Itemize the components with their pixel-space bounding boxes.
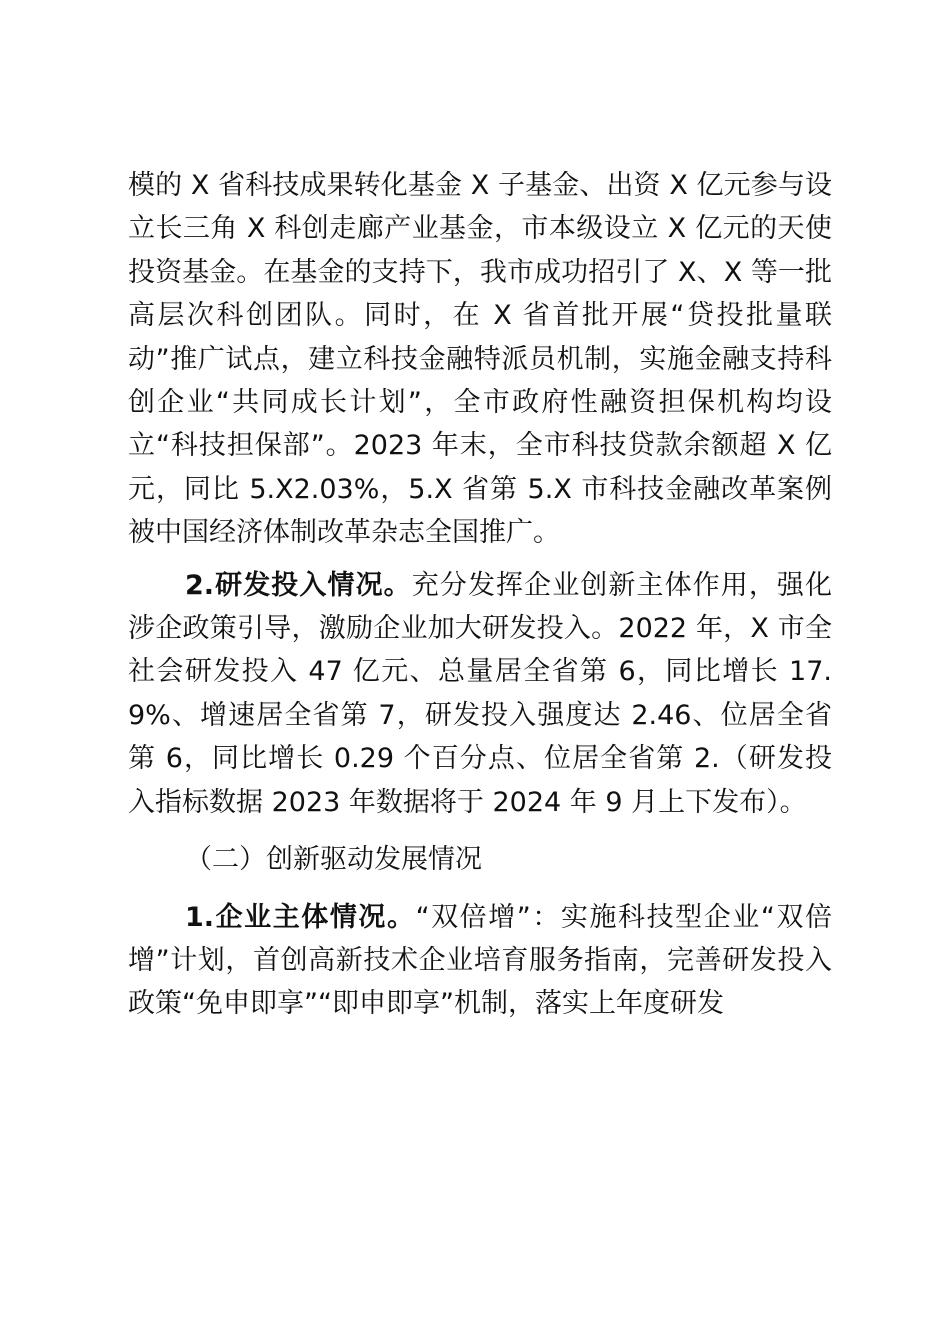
section-title-enterprise: 1.企业主体情况。 (185, 901, 416, 933)
section-body-enterprise: “双倍增”：实施科技型企业“双倍增”计划，首创高新技术企业培育服务指南，完善研发投入政策“免申即享”“即申即享”机制，落实上年度研发 (128, 901, 832, 1020)
paragraph-rd-investment (128, 564, 832, 824)
paragraph-enterprise (128, 896, 832, 1026)
section-title-rd: 2.研发投入情况。 (185, 569, 412, 601)
section-body-rd: 充分发挥企业创新主体作用，强化涉企政策引导，激励企业加大研发投入。2022 年，X 市全社会研发投入 47 亿元、总量居全省第 6，同比增长 17.9%、增速居全省第 7，研发投入强度达 2.46、位居全省第 6，同比增长 0.29 个百分点、位居全省第 2.（研发投入指标数据 2023 年数据将于 2024 年 9 月上下发布）。 (128, 569, 833, 818)
paragraph-tech-finance: 模的 X 省科技成果转化基金 X 子基金、出资 X 亿元参与设立长三角 X 科创走廊产业基金，市本级设立 X 亿元的天使投资基金。在基金的支持下，我市成功招引了 X、X 等一批高层次科创团队。同时，在 X 省首批开展“贷投批量联动”推广试点，建立科技金融特派员机制，实施金融支持科创企业“共同成长计划”，全市政府性融资担保机构均设立“科技担保部”。2023 年末，全市科技贷款余额超 X 亿元，同比 5.X2.03%，5.X 省第 5.X 市科技金融改革案例被中国经济体制改革杂志全国推广。 (128, 170, 832, 549)
heading-innovation-driven: （二）创新驱动发展情况 (185, 844, 482, 876)
document-page (128, 164, 832, 1026)
